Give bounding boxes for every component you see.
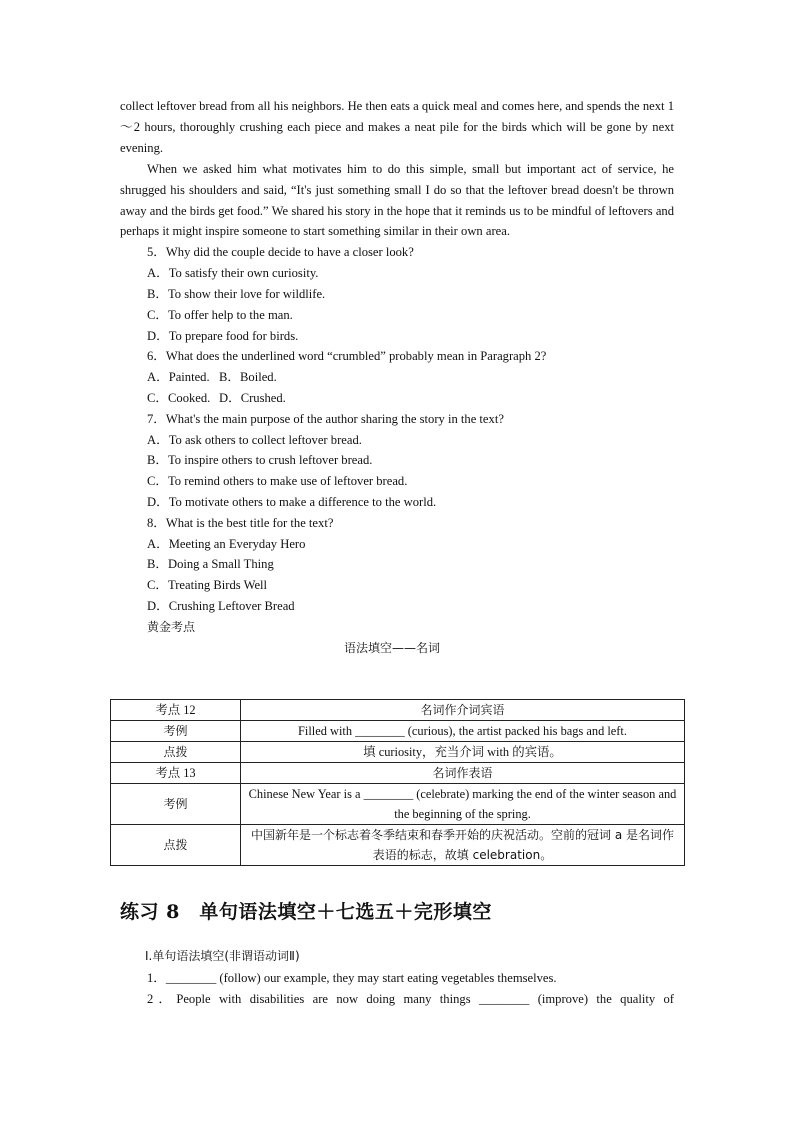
table-cell-key: 考点 12 (111, 700, 241, 721)
grammar-points-table (110, 699, 685, 866)
question-7-option-a: A．To ask others to collect leftover bread. (147, 432, 362, 447)
golden-points-label: 黄金考点 (147, 619, 196, 634)
question-7-option-c: C．To remind others to make use of leftover bread. (147, 474, 408, 489)
practice-title: 练习 8 单句语法填空＋七选五＋完形填空 (120, 901, 492, 923)
table-row (111, 721, 685, 742)
question-8-stem: 8．What is the best title for the text? (147, 515, 334, 530)
question-6-option-c: C．Cooked. (147, 390, 211, 405)
question-8-option-a: A．Meeting an Everyday Hero (147, 536, 306, 551)
section-heading: Ⅰ.单句语法填空(非谓语动词Ⅱ) (145, 949, 300, 963)
table-cell-key: 考例 (111, 721, 241, 742)
table-row (111, 742, 685, 763)
table-row (111, 763, 685, 784)
question-5-option-c: C．To offer help to the man. (147, 307, 293, 322)
table-cell-key: 点拨 (111, 742, 241, 763)
table-cell-value: Filled with ________ (curious), the artist packed his bags and left. (241, 721, 685, 742)
question-5-option-d: D．To prepare food for birds. (147, 328, 299, 343)
question-6-option-b: B．Boiled. (219, 370, 277, 385)
question-8 (120, 513, 674, 617)
question-5-option-b: B．To show their love for wildlife. (147, 286, 326, 301)
table-cell-value: Chinese New Year is a ________ (celebrate) marking the end of the winter season and the beginning of the spring. (241, 784, 685, 825)
question-8-option-b: B．Doing a Small Thing (147, 557, 274, 572)
table-cell-value: 填 curiosity，充当介词 with 的宾语。 (241, 742, 685, 763)
question-6-option-d: D．Crushed. (219, 390, 286, 405)
table-row (111, 825, 685, 866)
exercise-2: 2．People with disabilities are now doing many things ________ (improve) the quality of (147, 992, 674, 1006)
question-5-option-a: A．To satisfy their own curiosity. (147, 266, 319, 281)
question-6-option-a: A．Painted. (147, 370, 210, 385)
question-7-option-d: D．To motivate others to make a difference to the world. (147, 494, 437, 509)
table-cell-value: 名词作介词宾语 (241, 700, 685, 721)
passage-paragraph-2: When we asked him what motivates him to do this simple, small but important act of service, he shrugged his shoulders and said, “It's just something small I do so that the leftover bread doesn't be thrown away and the birds get food.” We shared his story in the hope that it reminds us to be mindful of leftovers and perhaps it might inspire someone to start something similar in their own area. (120, 161, 674, 239)
table-cell-value: 中国新年是一个标志着冬季结束和春季开始的庆祝活动。空前的冠词 a 是名词作表语的标志，故填 celebration。 (241, 825, 685, 866)
exercise-1: 1．________ (follow) our example, they may start eating vegetables themselves. (147, 971, 557, 985)
question-7 (120, 409, 674, 513)
grammar-section-title: 语法填空——名词 (343, 641, 440, 656)
question-5-stem: 5．Why did the couple decide to have a closer look? (147, 245, 414, 260)
question-6-stem: 6．What does the underlined word “crumbled” probably mean in Paragraph 2? (147, 349, 547, 364)
table-cell-key: 点拨 (111, 825, 241, 866)
passage-paragraph-1: collect leftover bread from all his neighbors. He then eats a quick meal and comes here, and spends the next 1～2 hours, thoroughly crushing each piece and makes a neat pile for the birds which will be gone by next evening. (120, 99, 674, 155)
table-row (111, 700, 685, 721)
table-row (111, 784, 685, 825)
table-cell-key: 考例 (111, 784, 241, 825)
question-7-option-b: B．To inspire others to crush leftover bread. (147, 453, 373, 468)
question-8-option-c: C．Treating Birds Well (147, 578, 268, 593)
question-7-stem: 7．What's the main purpose of the author sharing the story in the text? (147, 411, 504, 426)
question-6-options-row-2 (120, 388, 674, 409)
question-6 (120, 346, 674, 408)
table-cell-value: 名词作表语 (241, 763, 685, 784)
question-8-option-d: D．Crushing Leftover Bread (147, 598, 295, 613)
reading-passage (120, 96, 674, 658)
table-cell-key: 考点 13 (111, 763, 241, 784)
question-6-options-row-1 (120, 367, 674, 388)
question-5 (120, 242, 674, 346)
